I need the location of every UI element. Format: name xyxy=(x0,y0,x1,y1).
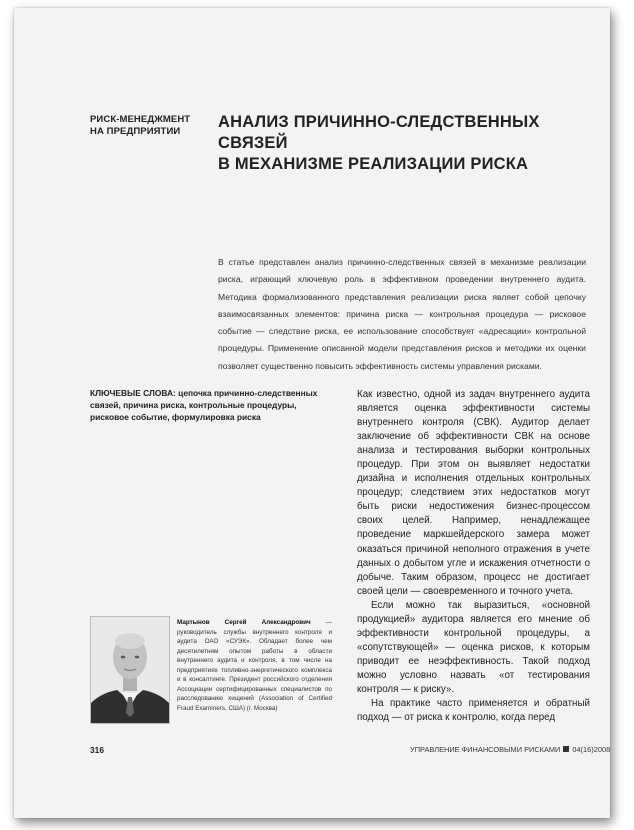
square-separator-icon xyxy=(563,746,569,752)
section-heading-line-2: НА ПРЕДПРИЯТИИ xyxy=(90,126,181,137)
keywords-text: цепочка причинно-следственных связей, причина риска, контрольные процедуры, рисковое событие, формулировка риска xyxy=(90,388,318,422)
body-paragraph-2: Если можно так выразиться, «основной продукцией» аудитора является его мнение об эффективности контрольной процедуры, а «сопутствующей» — оценка рисков, к которым приводит ее неэффективность. Такой подход можно условно назвать «от тестирования контроля — к риску». xyxy=(357,599,590,695)
running-footer xyxy=(410,745,611,754)
journal-page xyxy=(14,8,610,818)
author-description: — руководитель службы внутреннего контроля и аудита ОАО «СУЭК». Обладает более чем десятилетним опытом работы в области внутреннего аудита и контроля, в том числе на предприятиях топливно-энергетического комплекса и в консалтинге. Президент российского отделения Ассоциации сертифицированных специалистов по расследованию хищений (Association of Certified Fraud Examiners, США) (г. Москва) xyxy=(177,619,332,712)
body-paragraph-1: Как известно, одной из задач внутреннего аудита является оценка эффективности системы внутреннего контроля (СВК). Аудитор делает заключение об эффективности СВК на основе анализа и тестирования выборки контрольных процедур. При этом он выявляет недостатки дизайна и исполнения отдельных контрольных процедур; следствием этих недостатков могут быть риски недостижения бизнес-процессом своих целей. Например, ненадлежащее проведение маркшейдерского замера может оказаться причиной неполного отражения в учете данных о добытом угле и искажения отчетности о добыче. Таким образом, процесс не достигает своей цели — своевременного и точного учета. xyxy=(357,389,590,597)
section-heading xyxy=(90,114,200,138)
keywords xyxy=(90,387,330,423)
author-portrait-icon xyxy=(91,617,169,723)
section-heading-line-1: РИСК-МЕНЕДЖМЕНТ xyxy=(90,114,191,125)
page-number: 316 xyxy=(90,745,104,755)
article-title-line-1: АНАЛИЗ ПРИЧИННО-СЛЕДСТВЕННЫХ СВЯЗЕЙ xyxy=(218,113,540,152)
article-title-line-2: В МЕХАНИЗМЕ РЕАЛИЗАЦИИ РИСКА xyxy=(218,155,529,173)
author-bio xyxy=(177,618,332,713)
abstract: В статье представлен анализ причинно-следственных связей в механизме реализации риска, играющий ключевую роль в эффективном проведении внутреннего аудита. Методика формализованного представления реализации риска являет собой цепочку взаимосвязанных элементов: причина риска — контрольная процедура — рисковое событие — следствие риска, ее использование способствует «адресации» контрольной процедуры. Применение описанной модели представления рисков и методики их оценки позволяет существенно повысить эффективность системы управления рисками. xyxy=(218,257,586,371)
author-name: Мартынов Сергей Александрович xyxy=(177,619,311,626)
body-paragraph-3: На практике часто применяется и обратный подход — от риска к контролю, когда перед xyxy=(357,698,590,724)
article-title xyxy=(218,112,598,175)
journal-name: УПРАВЛЕНИЕ ФИНАНСОВЫМИ РИСКАМИ xyxy=(410,745,561,754)
body-text xyxy=(357,388,590,725)
issue-number: 04(16)2008 xyxy=(572,745,611,754)
author-photo xyxy=(90,616,170,724)
keywords-label: КЛЮЧЕВЫЕ СЛОВА: xyxy=(90,388,176,398)
